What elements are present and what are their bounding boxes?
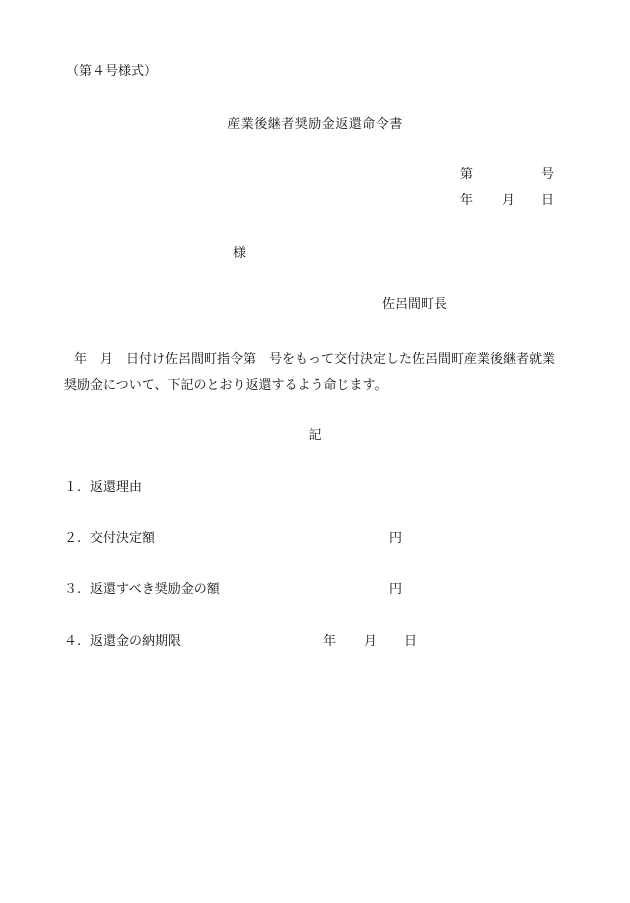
return-amount-unit: 円 [389, 582, 403, 597]
item-label: 返還金の納期限 [90, 634, 182, 649]
issue-date-year-label: 年 [460, 193, 474, 208]
doc-number-suffix: 号 [541, 167, 555, 182]
list-item-return-amount [64, 582, 220, 598]
issue-date-day-label: 日 [541, 193, 555, 208]
grant-amount-unit: 円 [389, 531, 403, 546]
record-heading: 記 [308, 428, 322, 443]
item-label: 交付決定額 [90, 531, 156, 546]
document-title: 産業後継者奨励金返還命令書 [227, 117, 403, 132]
list-item-grant-amount [64, 531, 155, 547]
list-item-payment-deadline [64, 634, 181, 650]
deadline-day-label: 日 [404, 634, 418, 649]
recipient-honorific: 様 [233, 246, 247, 261]
item-number: １. [64, 480, 82, 495]
item-number: ３. [64, 582, 82, 597]
item-label: 返還すべき奨励金の額 [90, 582, 220, 597]
list-item-return-reason [64, 480, 142, 496]
issue-date-month-label: 月 [502, 193, 516, 208]
item-number: ４. [64, 634, 82, 649]
body-paragraph: 年 月 日付け佐呂間町指令第 号をもって交付決定した佐呂間町産業後継者就業奨励金について、下記のとおり返還するよう命じます。 [64, 352, 556, 393]
form-number: （第４号様式） [66, 64, 158, 79]
item-number: ２. [64, 531, 82, 546]
item-label: 返還理由 [90, 480, 143, 495]
deadline-month-label: 月 [364, 634, 378, 649]
doc-number-prefix: 第 [460, 167, 474, 182]
deadline-year-label: 年 [323, 634, 337, 649]
sender-title: 佐呂間町長 [382, 297, 448, 312]
